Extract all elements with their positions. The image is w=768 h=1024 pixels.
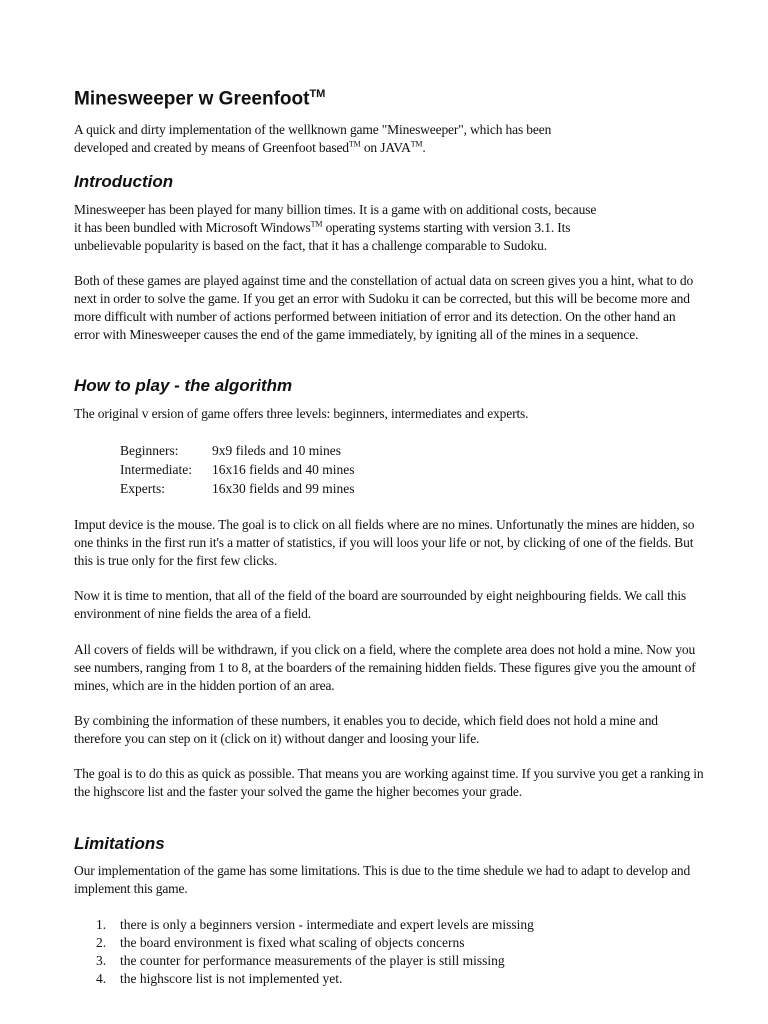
level-name: Beginners:	[120, 443, 179, 458]
goal-paragraph: The goal is to do this as quick as possible. That means you are working against time. If you survive you get a ranking in the highscore list and the faster your solved the game the higher becomes your grade.	[74, 766, 704, 799]
trademark-mark: TM	[309, 88, 326, 100]
level-item	[96, 461, 354, 479]
level-description: 16x30 fields and 99 mines	[212, 481, 355, 496]
trademark-mark: TM	[348, 139, 361, 149]
covers-paragraph: All covers of fields will be withdrawn, if you click on a field, where the complete area does not hold a mine. Now you see numbers, ranging from 1 to 8, at the boarders of the remaining hidden fields. These figures give you the amount of mines, which are in the hidden portion of an area.	[74, 642, 696, 693]
level-description: 9x9 fileds and 10 mines	[212, 443, 341, 458]
introduction-p1-line-2b: operating systems starting with version 3.1. Its	[322, 220, 571, 235]
limitation-text: there is only a beginners version - intermediate and expert levels are missing	[120, 917, 534, 932]
introduction-heading: Introduction	[74, 172, 174, 191]
levels-lead: The original v ersion of game offers three levels: beginners, intermediates and experts.	[74, 406, 529, 421]
introduction-paragraph-2: Both of these games are played against time and the constellation of actual data on screen gives you a hint, what to do next in order to solve the game. If you get an error with Sudoku it can be corrected, but this will be become more and more difficult with number of actions performed between initiation of error and its detection. On the other hand an error with Minesweeper causes the end of the game immediately, by igniting all of the mines in a sequence.	[74, 273, 694, 342]
intro-line-2c: .	[422, 140, 426, 155]
introduction-p1-line-2a: it has been bundled with Microsoft Windows	[74, 220, 311, 235]
limitation-text: the highscore list is not implemented yet.	[120, 971, 343, 986]
list-number: 4.	[96, 971, 107, 986]
intro-line-2a: developed and created by means of Greenfoot based	[74, 140, 349, 155]
trademark-mark: TM	[310, 219, 323, 229]
limitation-item	[96, 952, 505, 970]
limitations-heading: Limitations	[74, 834, 165, 853]
list-number: 1.	[96, 917, 107, 932]
limitations-lead: Our implementation of the game has some limitations. This is due to the time shedule we had to adapt to develop and implement this game.	[74, 863, 691, 896]
document-title	[74, 88, 325, 110]
level-name: Intermediate:	[120, 462, 192, 477]
intro-line-1: A quick and dirty implementation of the wellknown game "Minesweeper", which has been	[74, 122, 552, 137]
combining-paragraph: By combining the information of these numbers, it enables you to decide, which field does not hold a mine and therefore you can step on it (click on it) without danger and loosing your life.	[74, 713, 658, 746]
limitation-item	[96, 934, 465, 952]
trademark-mark: TM	[410, 139, 423, 149]
level-item	[96, 480, 354, 498]
list-number: 3.	[96, 953, 107, 968]
intro-line-2b: on JAVA	[360, 140, 411, 155]
introduction-paragraph-1	[74, 201, 704, 255]
intro-paragraph	[74, 121, 704, 157]
input-paragraph: Imput device is the mouse. The goal is to click on all fields where are no mines. Unfortunatly the mines are hidden, so one thinks in the first run it's a matter of statistics, if you will loos your life or not, by clicking of one of the fields. But this is true only for the first few clicks.	[74, 517, 695, 568]
level-name: Experts:	[120, 481, 165, 496]
limitation-text: the board environment is fixed what scaling of objects concerns	[120, 935, 465, 950]
document-title-text: Minesweeper w Greenfoot	[74, 88, 310, 110]
list-number: 2.	[96, 935, 107, 950]
introduction-p1-line-1: Minesweeper has been played for many billion times. It is a game with on additional costs, because	[74, 202, 597, 217]
limitation-item	[96, 916, 534, 934]
level-item	[96, 442, 341, 460]
limitation-item	[96, 970, 342, 988]
level-description: 16x16 fields and 40 mines	[212, 462, 355, 477]
how-to-play-heading: How to play - the algorithm	[74, 376, 293, 395]
limitation-text: the counter for performance measurements of the player is still missing	[120, 953, 505, 968]
neighbours-paragraph: Now it is time to mention, that all of the field of the board are sourrounded by eight neighbouring fields. We call this environment of nine fields the area of a field.	[74, 588, 687, 621]
introduction-p1-line-3: unbelievable popularity is based on the fact, that it has a challenge comparable to Sudoku.	[74, 238, 547, 253]
